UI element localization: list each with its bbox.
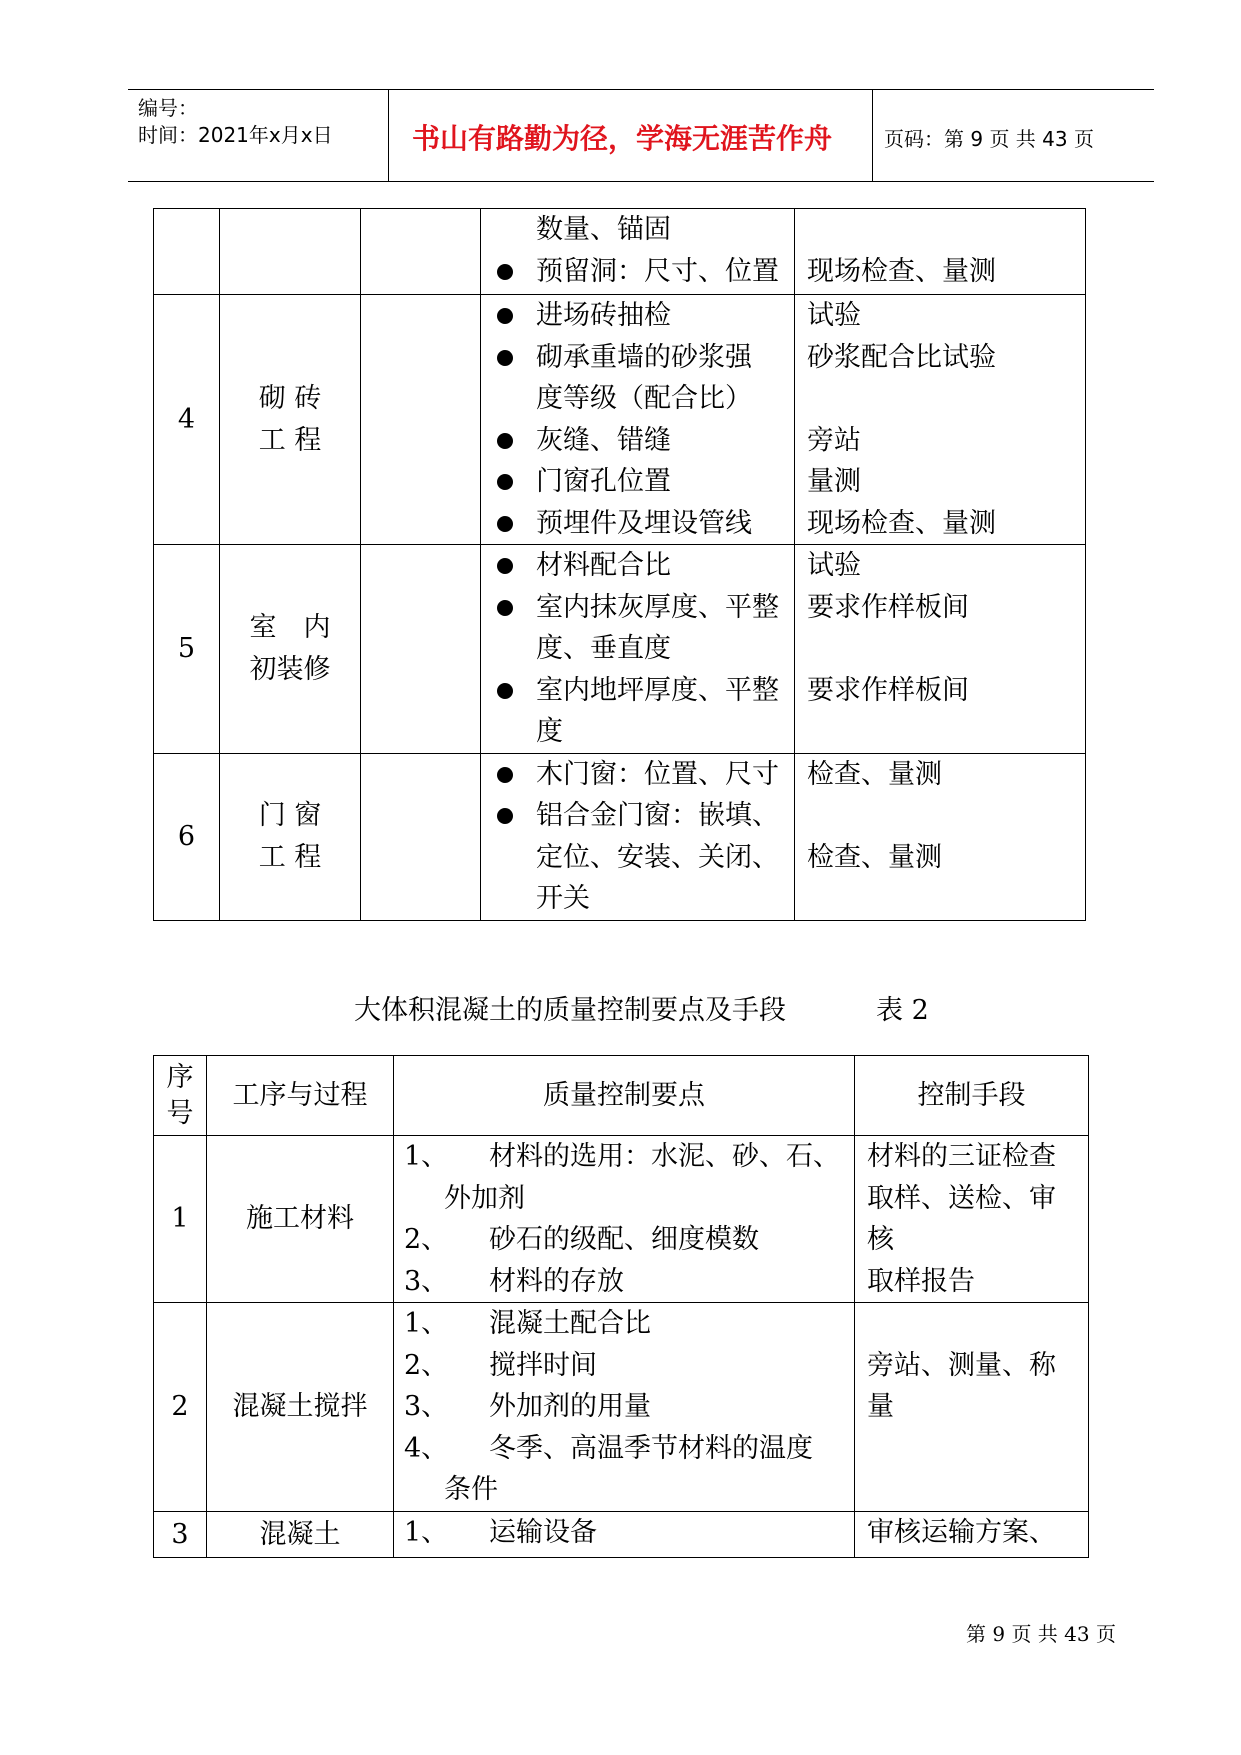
check-points (481, 209, 795, 295)
spacer (855, 1303, 1088, 1345)
control-means-line: 检查、量测 (807, 758, 942, 790)
spacer (795, 628, 1085, 670)
header-divider-right (872, 89, 873, 181)
control-point-item (394, 1261, 854, 1303)
row-item-name-line: 工 程 (258, 841, 322, 873)
header-page-label: 页码：第 9 页 共 43 页 (884, 127, 1094, 151)
check-point-item: 砌承重墙的砂浆强 (481, 337, 794, 379)
spacer (795, 378, 1085, 420)
header-divider-left (388, 89, 389, 181)
control-means-line: 砂浆配合比试验 (807, 341, 996, 373)
concrete-quality-table (153, 1055, 1089, 1558)
control-means-line: 材料的三证检查 (867, 1141, 1056, 1172)
control-means-line: 要求作样板间 (807, 674, 969, 706)
control-means (795, 295, 1086, 545)
row-item-name-line: 工 程 (258, 424, 322, 456)
item-number: 1、 (404, 1517, 449, 1548)
check-point-continuation: 数量、锚固 (536, 214, 671, 245)
control-means-line: 取样报告 (867, 1265, 975, 1297)
empty-cell (361, 295, 481, 545)
header-bottom-rule (128, 181, 1154, 182)
check-points (481, 295, 795, 545)
table-row (154, 1303, 1089, 1512)
control-point-item (394, 1386, 854, 1428)
table-header-row (154, 1056, 1089, 1136)
page-footer: 第 9 页 共 43 页 (966, 1622, 1116, 1646)
control-means-line: 审核运输方案、 (867, 1517, 1056, 1548)
item-number: 1、 (404, 1308, 449, 1339)
control-means-line: 要求作样板间 (807, 591, 969, 623)
row-number: 2 (154, 1303, 207, 1512)
item-text: 混凝土配合比 (489, 1308, 651, 1339)
spacer (795, 209, 1085, 251)
item-text: 搅拌时间 (489, 1349, 597, 1381)
check-point-item: 门窗孔位置 (481, 461, 794, 503)
item-number: 3、 (404, 1265, 449, 1297)
header-no-line: 号 (166, 1097, 194, 1129)
check-point-continuation: 度 (536, 716, 563, 747)
control-means-line: 旁站、测量、称 (867, 1349, 1056, 1381)
control-means-line: 取样、送检、审 (867, 1182, 1056, 1214)
control-means-line: 现场检查、量测 (807, 507, 996, 539)
control-point-continuation: 外加剂 (444, 1182, 525, 1214)
header-no-line: 序 (166, 1061, 194, 1093)
row-item-name-line: 初装修 (249, 653, 331, 685)
table2-caption-number: 表 2 (876, 995, 929, 1026)
control-means (795, 545, 1086, 754)
item-text: 砂石的级配、细度模数 (489, 1224, 759, 1255)
row-item-name (220, 209, 361, 295)
control-means (855, 1136, 1089, 1303)
item-text: 外加剂的用量 (489, 1391, 651, 1422)
header-process: 工序与过程 (207, 1056, 394, 1136)
control-means (855, 1303, 1089, 1512)
control-points (394, 1136, 855, 1303)
table-row (154, 295, 1086, 545)
control-means (855, 1512, 1089, 1558)
header-time-label: 时间：2021年x月x日 (138, 123, 333, 147)
row-number: 3 (154, 1512, 207, 1558)
empty-cell (361, 209, 481, 295)
check-point-item: 材料配合比 (481, 545, 794, 587)
check-point-item: 木门窗：位置、尺寸 (481, 754, 794, 796)
row-process: 混凝土 (207, 1512, 394, 1558)
control-means-line: 旁站 (807, 424, 861, 456)
control-means-line: 核 (867, 1224, 894, 1255)
header-points: 质量控制要点 (394, 1056, 855, 1136)
header-number-label: 编号： (138, 96, 198, 120)
header-motto: 书山有路勤为径，学海无涯苦作舟 (412, 122, 833, 155)
check-point-item: 预留洞：尺寸、位置 (481, 251, 794, 293)
check-points (481, 545, 795, 754)
table-row (154, 1136, 1089, 1303)
header-no (154, 1056, 207, 1136)
check-points (481, 753, 795, 920)
item-text: 运输设备 (489, 1517, 597, 1548)
row-item-name (220, 753, 361, 920)
row-item-name-line: 砌 砖 (258, 383, 322, 414)
check-point-continuation: 度、垂直度 (536, 633, 671, 664)
row-number: 5 (154, 545, 220, 754)
table-row (154, 753, 1086, 920)
row-number (154, 209, 220, 295)
check-point-item: 预埋件及埋设管线 (481, 503, 794, 545)
control-point-item (394, 1428, 854, 1470)
item-text: 材料的选用：水泥、砂、石、 (489, 1141, 840, 1172)
check-point-continuation: 度等级（配合比） (536, 383, 752, 414)
control-means-line: 检查、量测 (807, 841, 942, 873)
control-means-line: 试验 (807, 300, 861, 331)
spacer (795, 795, 1085, 837)
item-number: 2、 (404, 1224, 449, 1255)
row-number: 6 (154, 753, 220, 920)
check-point-item: 灰缝、错缝 (481, 420, 794, 462)
control-means (795, 209, 1086, 295)
header-top-rule (128, 89, 1154, 90)
check-point-continuation: 定位、安装、关闭、 (536, 841, 779, 873)
control-point-item (394, 1136, 854, 1178)
control-points (394, 1512, 855, 1558)
control-point-item (394, 1345, 854, 1387)
check-point-continuation: 开关 (536, 883, 590, 914)
empty-cell (361, 545, 481, 754)
item-number: 1、 (404, 1141, 449, 1172)
row-item-name (220, 295, 361, 545)
table-row (154, 545, 1086, 754)
item-text: 冬季、高温季节材料的温度 (489, 1432, 813, 1464)
control-means-line: 量 (867, 1391, 894, 1422)
empty-cell (361, 753, 481, 920)
check-point-item: 室内地坪厚度、平整 (481, 670, 794, 712)
control-points (394, 1303, 855, 1512)
table-row (154, 1512, 1089, 1558)
item-number: 3、 (404, 1391, 449, 1422)
inspection-table (153, 208, 1086, 921)
row-process: 施工材料 (207, 1136, 394, 1303)
item-number: 4、 (404, 1432, 449, 1464)
header-means: 控制手段 (855, 1056, 1089, 1136)
control-point-item (394, 1303, 854, 1345)
check-point-item: 室内抹灰厚度、平整 (481, 587, 794, 629)
check-point-item: 铝合金门窗：嵌填、 (481, 795, 794, 837)
control-point-item (394, 1512, 854, 1554)
row-item-name (220, 545, 361, 754)
row-item-name-line: 门 窗 (258, 800, 322, 831)
row-item-name-line: 室 内 (249, 612, 331, 644)
table2-caption: 大体积混凝土的质量控制要点及手段 (354, 995, 786, 1026)
control-means (795, 753, 1086, 920)
item-number: 2、 (404, 1349, 449, 1381)
row-process: 混凝土搅拌 (207, 1303, 394, 1512)
row-number: 1 (154, 1136, 207, 1303)
control-means-line: 试验 (807, 550, 861, 581)
control-means-line: 现场检查、量测 (807, 255, 996, 287)
table-row (154, 209, 1086, 295)
item-text: 材料的存放 (489, 1265, 624, 1297)
control-means-line: 量测 (807, 466, 861, 497)
control-point-item (394, 1219, 854, 1261)
row-number: 4 (154, 295, 220, 545)
check-point-item: 进场砖抽检 (481, 295, 794, 337)
control-point-continuation: 条件 (444, 1474, 498, 1505)
